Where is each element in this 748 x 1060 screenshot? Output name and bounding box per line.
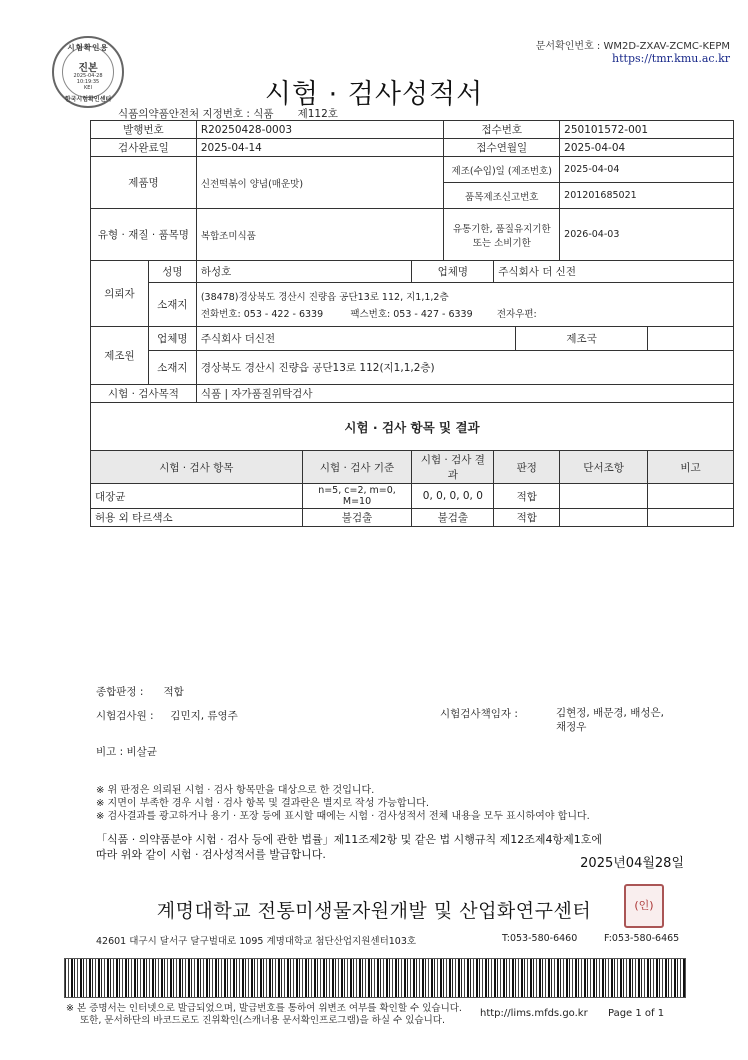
col-note: 비고 (648, 451, 734, 484)
org-fax: F:053-580-6465 (604, 933, 680, 944)
purpose-value: 식품 | 자가품질위탁검사 (196, 385, 733, 403)
remark: 비고 : 비살균 (96, 746, 157, 758)
client-row-2 (91, 283, 734, 327)
mfg-date-label: 제조(수입)일 (제조번호) (444, 157, 560, 183)
expiry-label-line1: 유통기한, 품질유지기한 (452, 223, 551, 235)
receipt-no-label: 접수번호 (444, 121, 560, 139)
results-column-headers (91, 451, 734, 484)
overall-judgement (96, 684, 184, 699)
notes (96, 784, 590, 823)
note-line: ※ 지면이 부족한 경우 시험 · 검사 항목 및 결과란은 별지로 작성 가능합니다. (96, 798, 430, 809)
receipt-no-value: 250101572-001 (560, 121, 734, 139)
result-judgement: 적합 (494, 509, 560, 527)
issue-row (91, 121, 734, 139)
result-standard-line1: n=5, c=2, m=0, (318, 485, 396, 496)
footer-note-1: ※ 본 증명서는 인터넷으로 발급되었으며, 발급번호를 통하여 위변조 여부를 확인할 수 있습니다. (66, 1003, 462, 1014)
table-row (91, 484, 734, 509)
tester (96, 708, 238, 723)
issue-no-label: 발행번호 (91, 121, 197, 139)
legal-line2: 따라 위와 같이 시험 · 검사성적서를 발급합니다. (96, 848, 326, 861)
stamp-bottom-text: 한국시험확인센터 (64, 96, 112, 103)
designation-number (118, 106, 338, 121)
result-standard-line2: M=10 (342, 496, 372, 507)
result-note (648, 509, 734, 527)
client-company-label: 업체명 (412, 261, 494, 283)
complete-date-value: 2025-04-14 (196, 139, 444, 157)
col-clause: 단서조항 (560, 451, 648, 484)
type-row (91, 209, 734, 261)
result-item: 대장균 (91, 484, 303, 509)
results-heading: 시험 · 검사 항목 및 결과 (91, 403, 734, 451)
page-number: Page 1 of 1 (608, 1008, 665, 1019)
client-section-label: 의뢰자 (91, 261, 149, 327)
footer-note-2: 또한, 문서하단의 바코드로도 진위확인(스캐너용 문서확인프로그램)을 하실 수 있습니다. (80, 1015, 445, 1026)
maker-country-value (648, 327, 734, 351)
table-row (91, 509, 734, 527)
overall-value: 적합 (163, 686, 184, 698)
col-standard: 시험 · 검사 기준 (302, 451, 412, 484)
client-company-value: 주식회사 더 신전 (494, 261, 734, 283)
product-value: 신전떡볶이 양념(매운맛) (196, 157, 444, 209)
client-addr-value: (38478)경상북도 경산시 진량읍 공단13로 112, 지1,1,2층 (200, 292, 449, 303)
result-note (648, 484, 734, 509)
stamp-code: KEI (84, 85, 92, 91)
test-manager (440, 706, 518, 721)
document-check-number: 문서확인번호 : WM2D-ZXAV-ZCMC-KEPM (535, 41, 730, 52)
result-value: 0, 0, 0, 0, 0 (412, 484, 494, 509)
result-judgement: 적합 (494, 484, 560, 509)
note-line: ※ 위 판정은 의뢰된 시험 · 검사 항목만을 대상으로 한 것입니다. (96, 785, 375, 796)
issue-no-value: R20250428-0003 (196, 121, 444, 139)
expiry-label-line2: 또는 소비기한 (472, 237, 531, 249)
client-phone: 전화번호: 053 - 422 - 6339 (200, 309, 324, 320)
stamp-date: 2025-04-28 (73, 73, 103, 79)
page-title: 시험 · 검사성적서 (264, 79, 484, 110)
receipt-date-label: 접수연월일 (444, 139, 560, 157)
maker-company-value: 주식회사 더신전 (196, 327, 515, 351)
manager-label: 시험검사책임자 : (440, 708, 518, 720)
product-row-1 (91, 157, 734, 183)
report-no-label: 품목제조신고번호 (444, 183, 560, 209)
verification-barcode[interactable] (64, 958, 686, 998)
maker-company-label: 업체명 (148, 327, 196, 351)
client-contacts (201, 306, 729, 320)
report-no-value: 201201685021 (560, 183, 734, 209)
purpose-label: 시험 · 검사목적 (91, 385, 197, 403)
maker-row-1 (91, 327, 734, 351)
client-fax: 팩스번호: 053 - 427 - 6339 (350, 309, 473, 320)
designation-value: 제112호 (297, 108, 338, 120)
result-clause (560, 509, 648, 527)
issuing-organization: 계명대학교 전통미생물자원개발 및 산업화연구센터 (156, 900, 592, 922)
result-clause (560, 484, 648, 509)
tester-value: 김민지, 류영주 (170, 710, 238, 722)
stamp-top-text: 시험확인용 (67, 43, 109, 52)
maker-row-2 (91, 351, 734, 385)
col-judgement: 판정 (494, 451, 560, 484)
tester-label: 시험검사원 : (96, 710, 154, 722)
test-manager-names (556, 706, 664, 734)
mfg-date-value: 2025-04-04 (560, 157, 734, 183)
date-row (91, 139, 734, 157)
col-item: 시험 · 검사 항목 (91, 451, 303, 484)
client-name-label: 성명 (148, 261, 196, 283)
mfds-link[interactable]: http://lims.mfds.go.kr (480, 1008, 588, 1019)
maker-section-label: 제조원 (91, 327, 149, 385)
col-result: 시험 · 검사 결과 (412, 451, 494, 484)
official-seal: (인) (624, 884, 664, 928)
report-table (90, 120, 734, 527)
complete-date-label: 검사완료일 (91, 139, 197, 157)
client-row-1 (91, 261, 734, 283)
expiry-label (444, 209, 560, 261)
manager-names-line2: 채정우 (556, 721, 587, 733)
header-url[interactable]: https://tmr.kmu.ac.kr (612, 52, 730, 65)
overall-label: 종합판정 : (96, 686, 144, 698)
client-addr-label: 소재지 (148, 283, 196, 327)
expiry-value: 2026-04-03 (560, 209, 734, 261)
result-standard (302, 484, 412, 509)
client-name-value: 하성호 (196, 261, 412, 283)
type-value: 복합조미식품 (196, 209, 444, 261)
type-label: 유형 · 재질 · 품목명 (91, 209, 197, 261)
org-tel: T:053-580-6460 (502, 933, 578, 944)
maker-addr-value: 경상북도 경산시 진량읍 공단13로 112(지1,1,2층) (196, 351, 733, 385)
receipt-date-value: 2025-04-04 (560, 139, 734, 157)
client-email: 전자우편: (496, 309, 537, 320)
note-line: ※ 검사결과를 광고하거나 용기 · 포장 등에 표시할 때에는 시험 · 검사성적서 전체 내용을 모두 표시하여야 합니다. (96, 811, 590, 822)
results-heading-row (91, 403, 734, 451)
issue-date: 2025년04월28일 (580, 856, 684, 871)
stamp-time: 10:19:35 (76, 79, 100, 85)
manager-names-line1: 김현정, 배문경, 배성은, (556, 707, 664, 719)
client-address-block (196, 283, 733, 327)
result-value: 불검출 (412, 509, 494, 527)
stamp-center-text: 진본 (78, 63, 98, 74)
maker-addr-label: 소재지 (148, 351, 196, 385)
purpose-row (91, 385, 734, 403)
designation-label: 식품의약품안전처 지정번호 : 식품 (118, 108, 274, 120)
result-item: 허용 외 타르색소 (91, 509, 303, 527)
maker-country-label: 제조국 (516, 327, 648, 351)
product-label: 제품명 (91, 157, 197, 209)
org-address: 42601 대구시 달서구 달구벌대로 1095 계명대학교 첨단산업지원센터103호 (96, 936, 417, 947)
legal-line1: 「식품 · 의약품분야 시험 · 검사 등에 관한 법률」제11조제2항 및 같은 법 시행규칙 제12조제4항제1호에 (96, 833, 602, 846)
result-standard: 불검출 (302, 509, 412, 527)
